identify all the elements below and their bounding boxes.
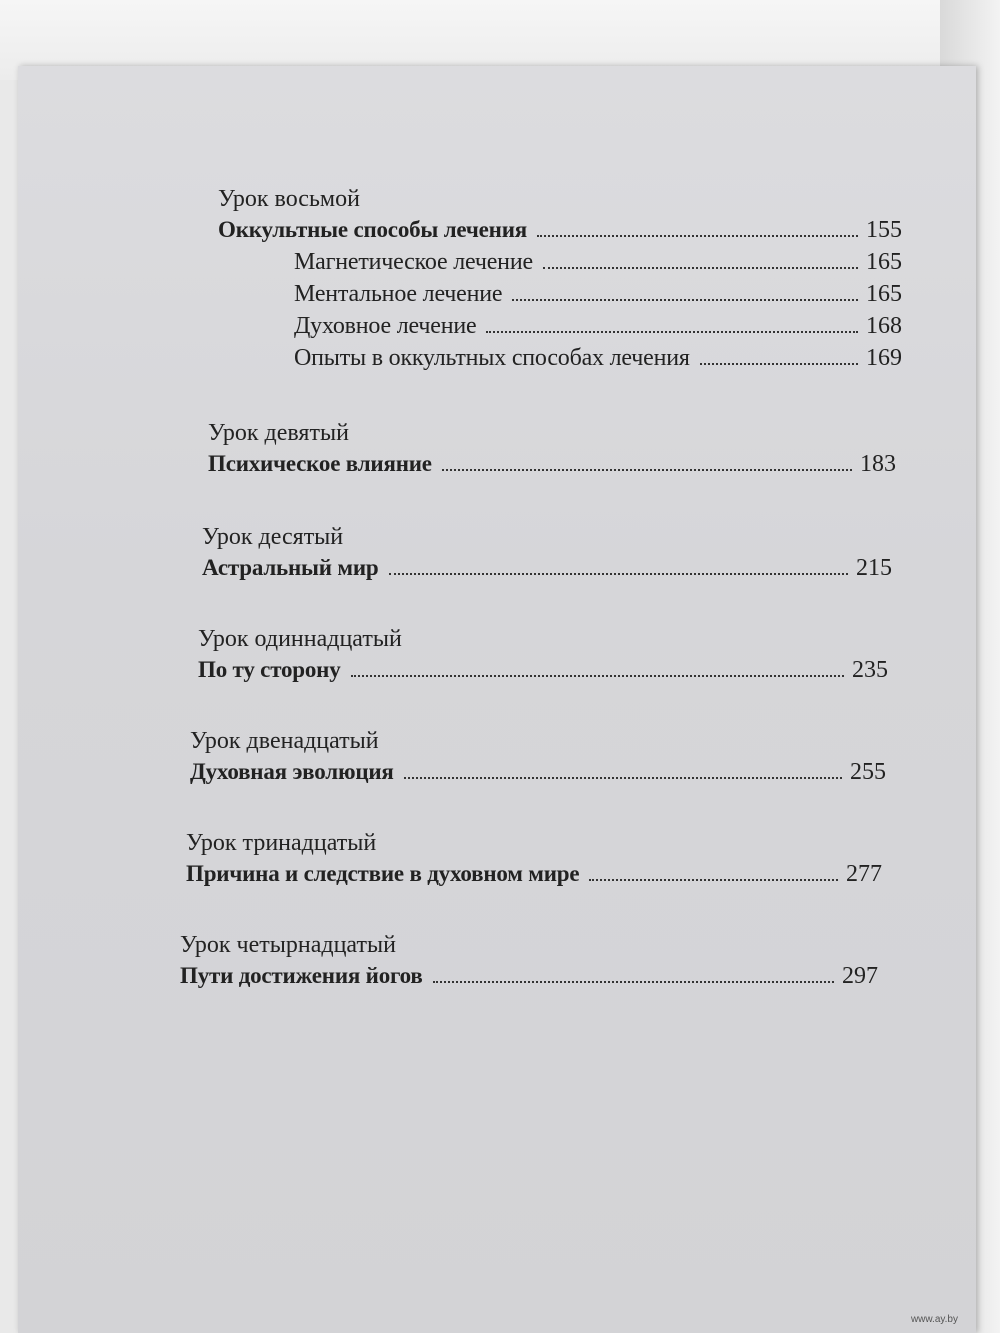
entry-page: 235 [852, 657, 888, 683]
dot-leader [404, 777, 842, 779]
dot-leader [543, 267, 858, 269]
lesson-label: Урок одиннадцатый [198, 626, 402, 652]
lesson-label: Урок восьмой [218, 186, 360, 212]
dot-leader [351, 675, 844, 677]
lesson-label: Урок тринадцатый [186, 830, 377, 856]
lesson-label: Урок десятый [202, 524, 344, 550]
entry-title: Магнетическое лечение [294, 249, 533, 275]
entry-title: Астральный мир [202, 555, 379, 580]
book-page [18, 66, 976, 1333]
lesson-label: Урок девятый [208, 420, 349, 446]
toc-lesson-11 [198, 624, 888, 686]
dot-leader [700, 363, 858, 365]
entry-page: 165 [866, 281, 902, 307]
toc-subentry [218, 246, 902, 278]
lesson-label: Урок четырнадцатый [180, 932, 396, 958]
entry-title: Оккультные способы лечения [218, 217, 527, 242]
watermark: www.ay.by [910, 1314, 958, 1325]
entry-page: 255 [850, 759, 886, 785]
dot-leader [389, 573, 848, 575]
toc-lesson-13 [186, 828, 882, 890]
entry-page: 155 [866, 217, 902, 243]
toc-lesson-8 [218, 184, 902, 374]
entry-title: Причина и следствие в духовном мире [186, 861, 580, 886]
toc-entry [198, 654, 888, 686]
toc-lesson-9 [208, 418, 896, 480]
toc-entry [180, 960, 878, 992]
toc-subentry [218, 278, 902, 310]
dot-leader [537, 235, 858, 237]
entry-page: 168 [866, 313, 902, 339]
dot-leader [512, 299, 858, 301]
entry-page: 297 [842, 963, 878, 989]
entry-page: 277 [846, 861, 882, 887]
dot-leader [442, 469, 852, 471]
dot-leader [433, 981, 834, 983]
toc-entry [218, 214, 902, 246]
toc-lesson-10 [202, 522, 892, 584]
entry-title: Опыты в оккультных способах лечения [294, 345, 690, 371]
entry-title: Психическое влияние [208, 451, 432, 476]
entry-page: 169 [866, 345, 902, 371]
entry-title: Ментальное лечение [294, 281, 503, 307]
entry-title: Пути достижения йогов [180, 963, 423, 988]
toc-entry [208, 448, 896, 480]
toc-entry [202, 552, 892, 584]
toc-entry [186, 858, 882, 890]
entry-page: 165 [866, 249, 902, 275]
toc-subentry [218, 342, 902, 374]
entry-page: 215 [856, 555, 892, 581]
toc-lesson-12 [190, 726, 886, 788]
entry-title: По ту сторону [198, 657, 341, 682]
entry-page: 183 [860, 451, 896, 477]
entry-title: Духовная эволюция [190, 759, 394, 784]
toc-entry [190, 756, 886, 788]
lesson-label: Урок двенадцатый [190, 728, 379, 754]
entry-title: Духовное лечение [294, 313, 477, 339]
dot-leader [589, 879, 838, 881]
toc-lesson-14 [180, 930, 878, 992]
dot-leader [486, 331, 858, 333]
toc-subentry [218, 310, 902, 342]
